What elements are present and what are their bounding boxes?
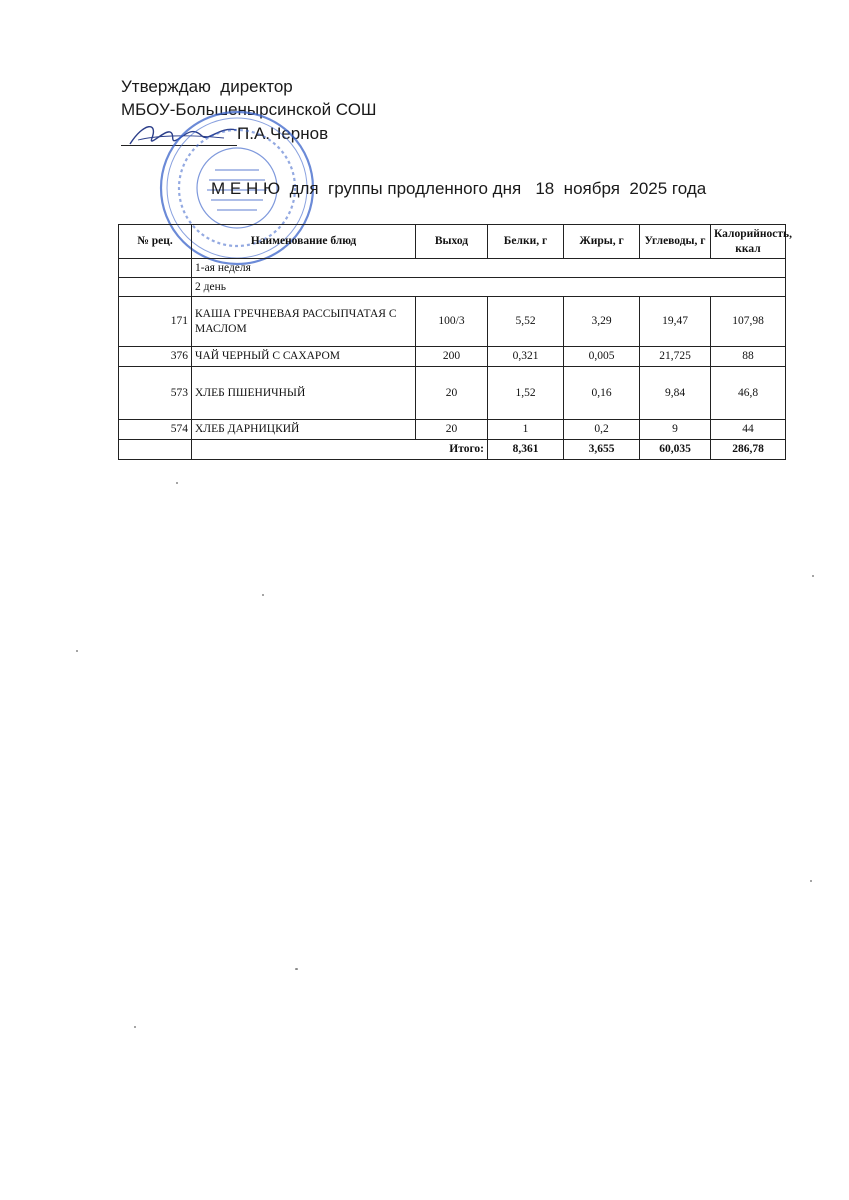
total-label: Итого:: [192, 440, 488, 460]
column-header: Калорийность, ккал: [711, 225, 786, 259]
dish-yield: 100/3: [416, 297, 488, 347]
dish-carbs: 9: [640, 420, 711, 440]
dish-name: ЧАЙ ЧЕРНЫЙ С САХАРОМ: [192, 347, 416, 367]
table-header-row: [119, 225, 786, 259]
column-header: Жиры, г: [564, 225, 640, 259]
dish-yield: 20: [416, 420, 488, 440]
menu-table: [118, 224, 792, 460]
dish-yield: 200: [416, 347, 488, 367]
column-header: Выход: [416, 225, 488, 259]
dish-protein: 1: [488, 420, 564, 440]
signer-name: П.А.Чернов: [237, 124, 329, 143]
dish-name: КАША ГРЕЧНЕВАЯ РАССЫПЧАТАЯ С МАСЛОМ: [192, 297, 416, 347]
dish-kcal: 88: [711, 347, 786, 367]
day-label: 2 день: [192, 278, 786, 297]
menu-title: М Е Н Ю для группы продленного дня 18 ноября 2025 года: [211, 179, 707, 198]
total-protein: 8,361: [488, 440, 564, 460]
week-label: 1-ая неделя: [192, 259, 786, 278]
dish-fat: 3,29: [564, 297, 640, 347]
recipe-number: 574: [119, 420, 192, 440]
table-row: [119, 367, 786, 420]
dish-name: ХЛЕБ ПШЕНИЧНЫЙ: [192, 367, 416, 420]
table-row: [119, 347, 786, 367]
dish-name: ХЛЕБ ДАРНИЦКИЙ: [192, 420, 416, 440]
dish-kcal: 107,98: [711, 297, 786, 347]
scan-speck: [812, 575, 814, 577]
scan-speck: [295, 968, 298, 970]
column-header: Белки, г: [488, 225, 564, 259]
recipe-number: 573: [119, 367, 192, 420]
dish-protein: 0,321: [488, 347, 564, 367]
dish-fat: 0,16: [564, 367, 640, 420]
scan-speck: [262, 594, 264, 596]
dish-protein: 1,52: [488, 367, 564, 420]
dish-fat: 0,005: [564, 347, 640, 367]
scan-speck: [176, 482, 178, 484]
dish-carbs: 9,84: [640, 367, 711, 420]
school-name: МБОУ-Большенырсинской СОШ: [121, 100, 377, 119]
table-row: [119, 420, 786, 440]
scan-speck: [810, 880, 812, 882]
dish-carbs: 19,47: [640, 297, 711, 347]
dish-yield: 20: [416, 367, 488, 420]
total-row: [119, 440, 786, 460]
dish-protein: 5,52: [488, 297, 564, 347]
table-row: [119, 297, 786, 347]
column-header: Углеводы, г: [640, 225, 711, 259]
total-kcal: 286,78: [711, 440, 786, 460]
dish-fat: 0,2: [564, 420, 640, 440]
recipe-number: 171: [119, 297, 192, 347]
total-carbs: 60,035: [640, 440, 711, 460]
total-fat: 3,655: [564, 440, 640, 460]
week-row: [119, 259, 786, 278]
column-header: № рец.: [119, 225, 192, 259]
dish-kcal: 44: [711, 420, 786, 440]
approval-heading: Утверждаю директор: [121, 77, 293, 96]
dish-carbs: 21,725: [640, 347, 711, 367]
day-row: [119, 278, 786, 297]
column-header: Наименование блюд: [192, 225, 416, 259]
scan-speck: [76, 650, 78, 652]
recipe-number: 376: [119, 347, 192, 367]
dish-kcal: 46,8: [711, 367, 786, 420]
scan-speck: [134, 1026, 136, 1028]
